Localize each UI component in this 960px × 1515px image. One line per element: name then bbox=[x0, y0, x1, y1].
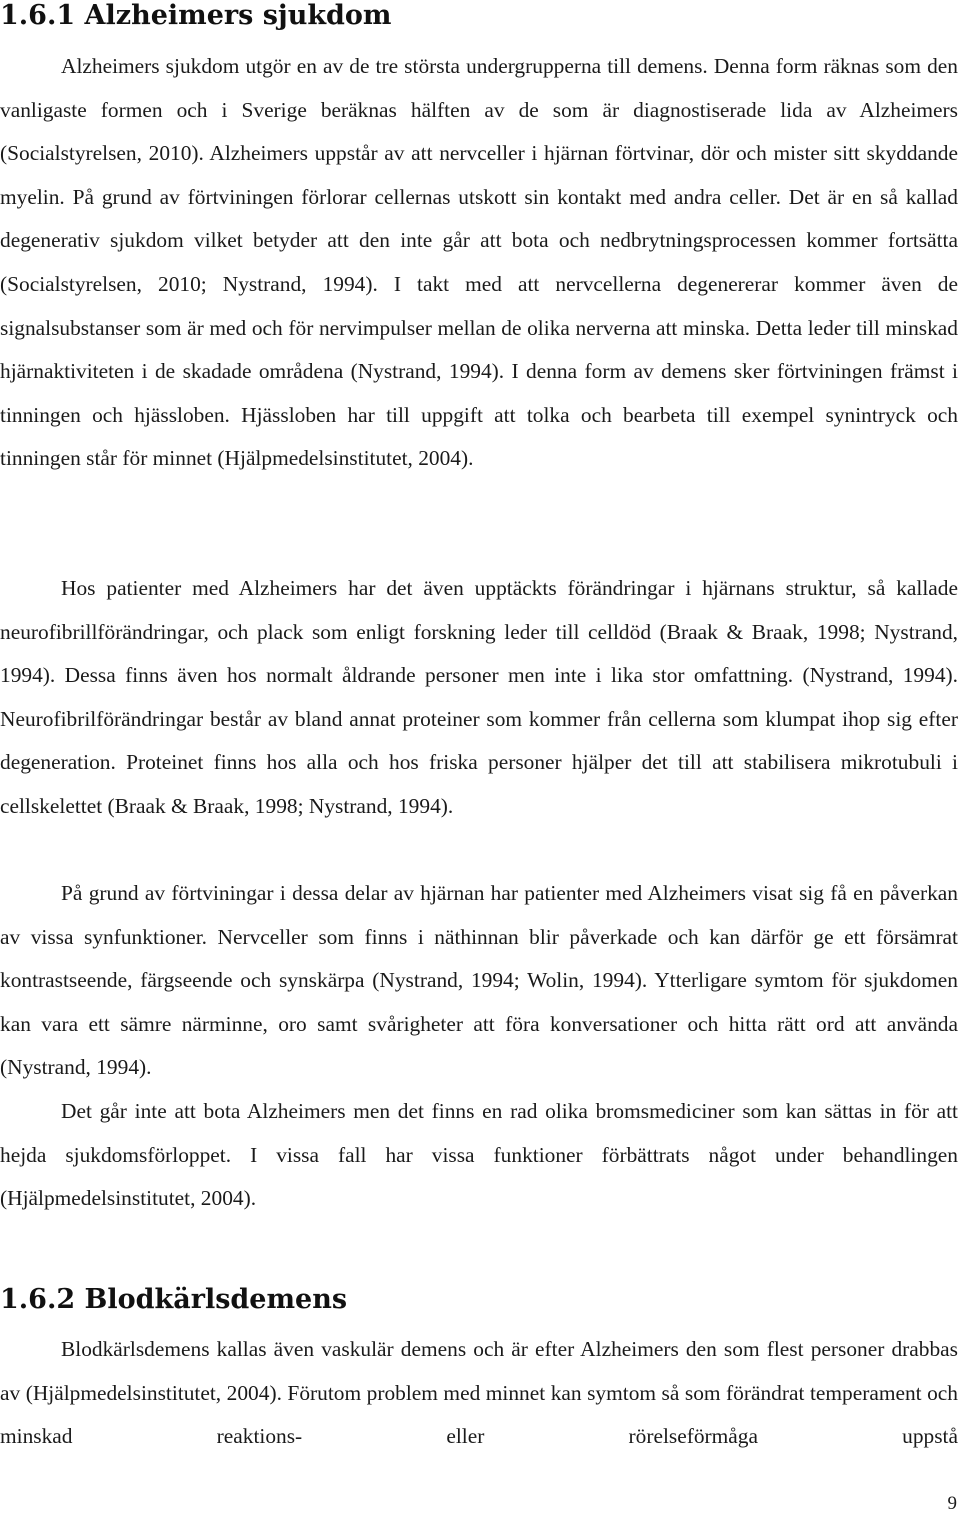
page-number: 9 bbox=[947, 1493, 957, 1514]
paragraph: Alzheimers sjukdom utgör en av de tre största undergrupperna till demens. Denna form räknas som den vanligaste formen och i Sverige beräknas hälften av de som är diagnostiserade lida av Alzheimers (Socialstyrelsen, 2010). Alzheimers uppstår av att nervceller i hjärnan förtvinar, dör och mister sitt skyddande myelin. På grund av förtviningen förlorar cellernas utskott sin kontakt med andra celler. Det är en så kallad degenerativ sjukdom vilket betyder att den inte går att bota och nedbrytningsprocessen kommer fortsätta (Socialstyrelsen, 2010; Nystrand, 1994). I takt med att nervcellerna degenererar kommer även de signalsubstanser som är med och för nervimpulser mellan de olika nerverna att minska. Detta leder till minskad hjärnaktiviteten i de skadade områdena (Nystrand, 1994). I denna form av demens sker förtviningen främst i tinningen och hjässloben. Hjässloben har till uppgift att tolka och bearbeta till exempel synintryck och tinningen står för minnet (Hjälpmedelsinstitutet, 2004). bbox=[0, 54, 958, 471]
paragraph: På grund av förtviningar i dessa delar av hjärnan har patienter med Alzheimers visat sig få en påverkan av vissa synfunktioner. Nervceller som finns i näthinnan blir påverkade och kan därför ge ett försämrat kontrastseende, färgseende och synskärpa (Nystrand, 1994; Wolin, 1994). Ytterligare symtom för sjukdomen kan vara ett sämre närminne, oro samt svårigheter att föra konversationer och hitta rätt ord att använda (Nystrand, 1994). bbox=[0, 881, 958, 1080]
section-heading-blodkarlsdemens: 1.6.2 Blodkärlsdemens bbox=[0, 1284, 348, 1315]
paragraph: Det går inte att bota Alzheimers men det finns en rad olika bromsmediciner som kan sättas in för att hejda sjukdomsförloppet. I vissa fall har vissa funktioner förbättrats något under behandlingen (Hjälpmedelsinstitutet, 2004). bbox=[0, 1099, 958, 1211]
paragraph: Hos patienter med Alzheimers har det även upptäckts förändringar i hjärnans struktur, så kallade neurofibrillförändringar, och plack som enligt forskning leder till celldöd (Braak & Braak, 1998; Nystrand, 1994). Dessa finns även hos normalt åldrande personer men inte i lika stor omfattning. (Nystrand, 1994). Neurofibrilförändringar består av bland annat proteiner som kommer från cellerna som klumpat ihop sig efter degeneration. Proteinet finns hos alla och hos friska personer hjälper det till att stabilisera mikrotubuli i cellskelettet (Braak & Braak, 1998; Nystrand, 1994). bbox=[0, 576, 958, 818]
section-heading-alzheimers: 1.6.1 Alzheimers sjukdom bbox=[0, 0, 392, 31]
paragraph: Blodkärlsdemens kallas även vaskulär demens och är efter Alzheimers den som flest personer drabbas av (Hjälpmedelsinstitutet, 2004). Förutom problem med minnet kan symtom så som förändrat temperament och minskad reaktions- eller rörelseförmåga uppstå bbox=[0, 1337, 958, 1449]
